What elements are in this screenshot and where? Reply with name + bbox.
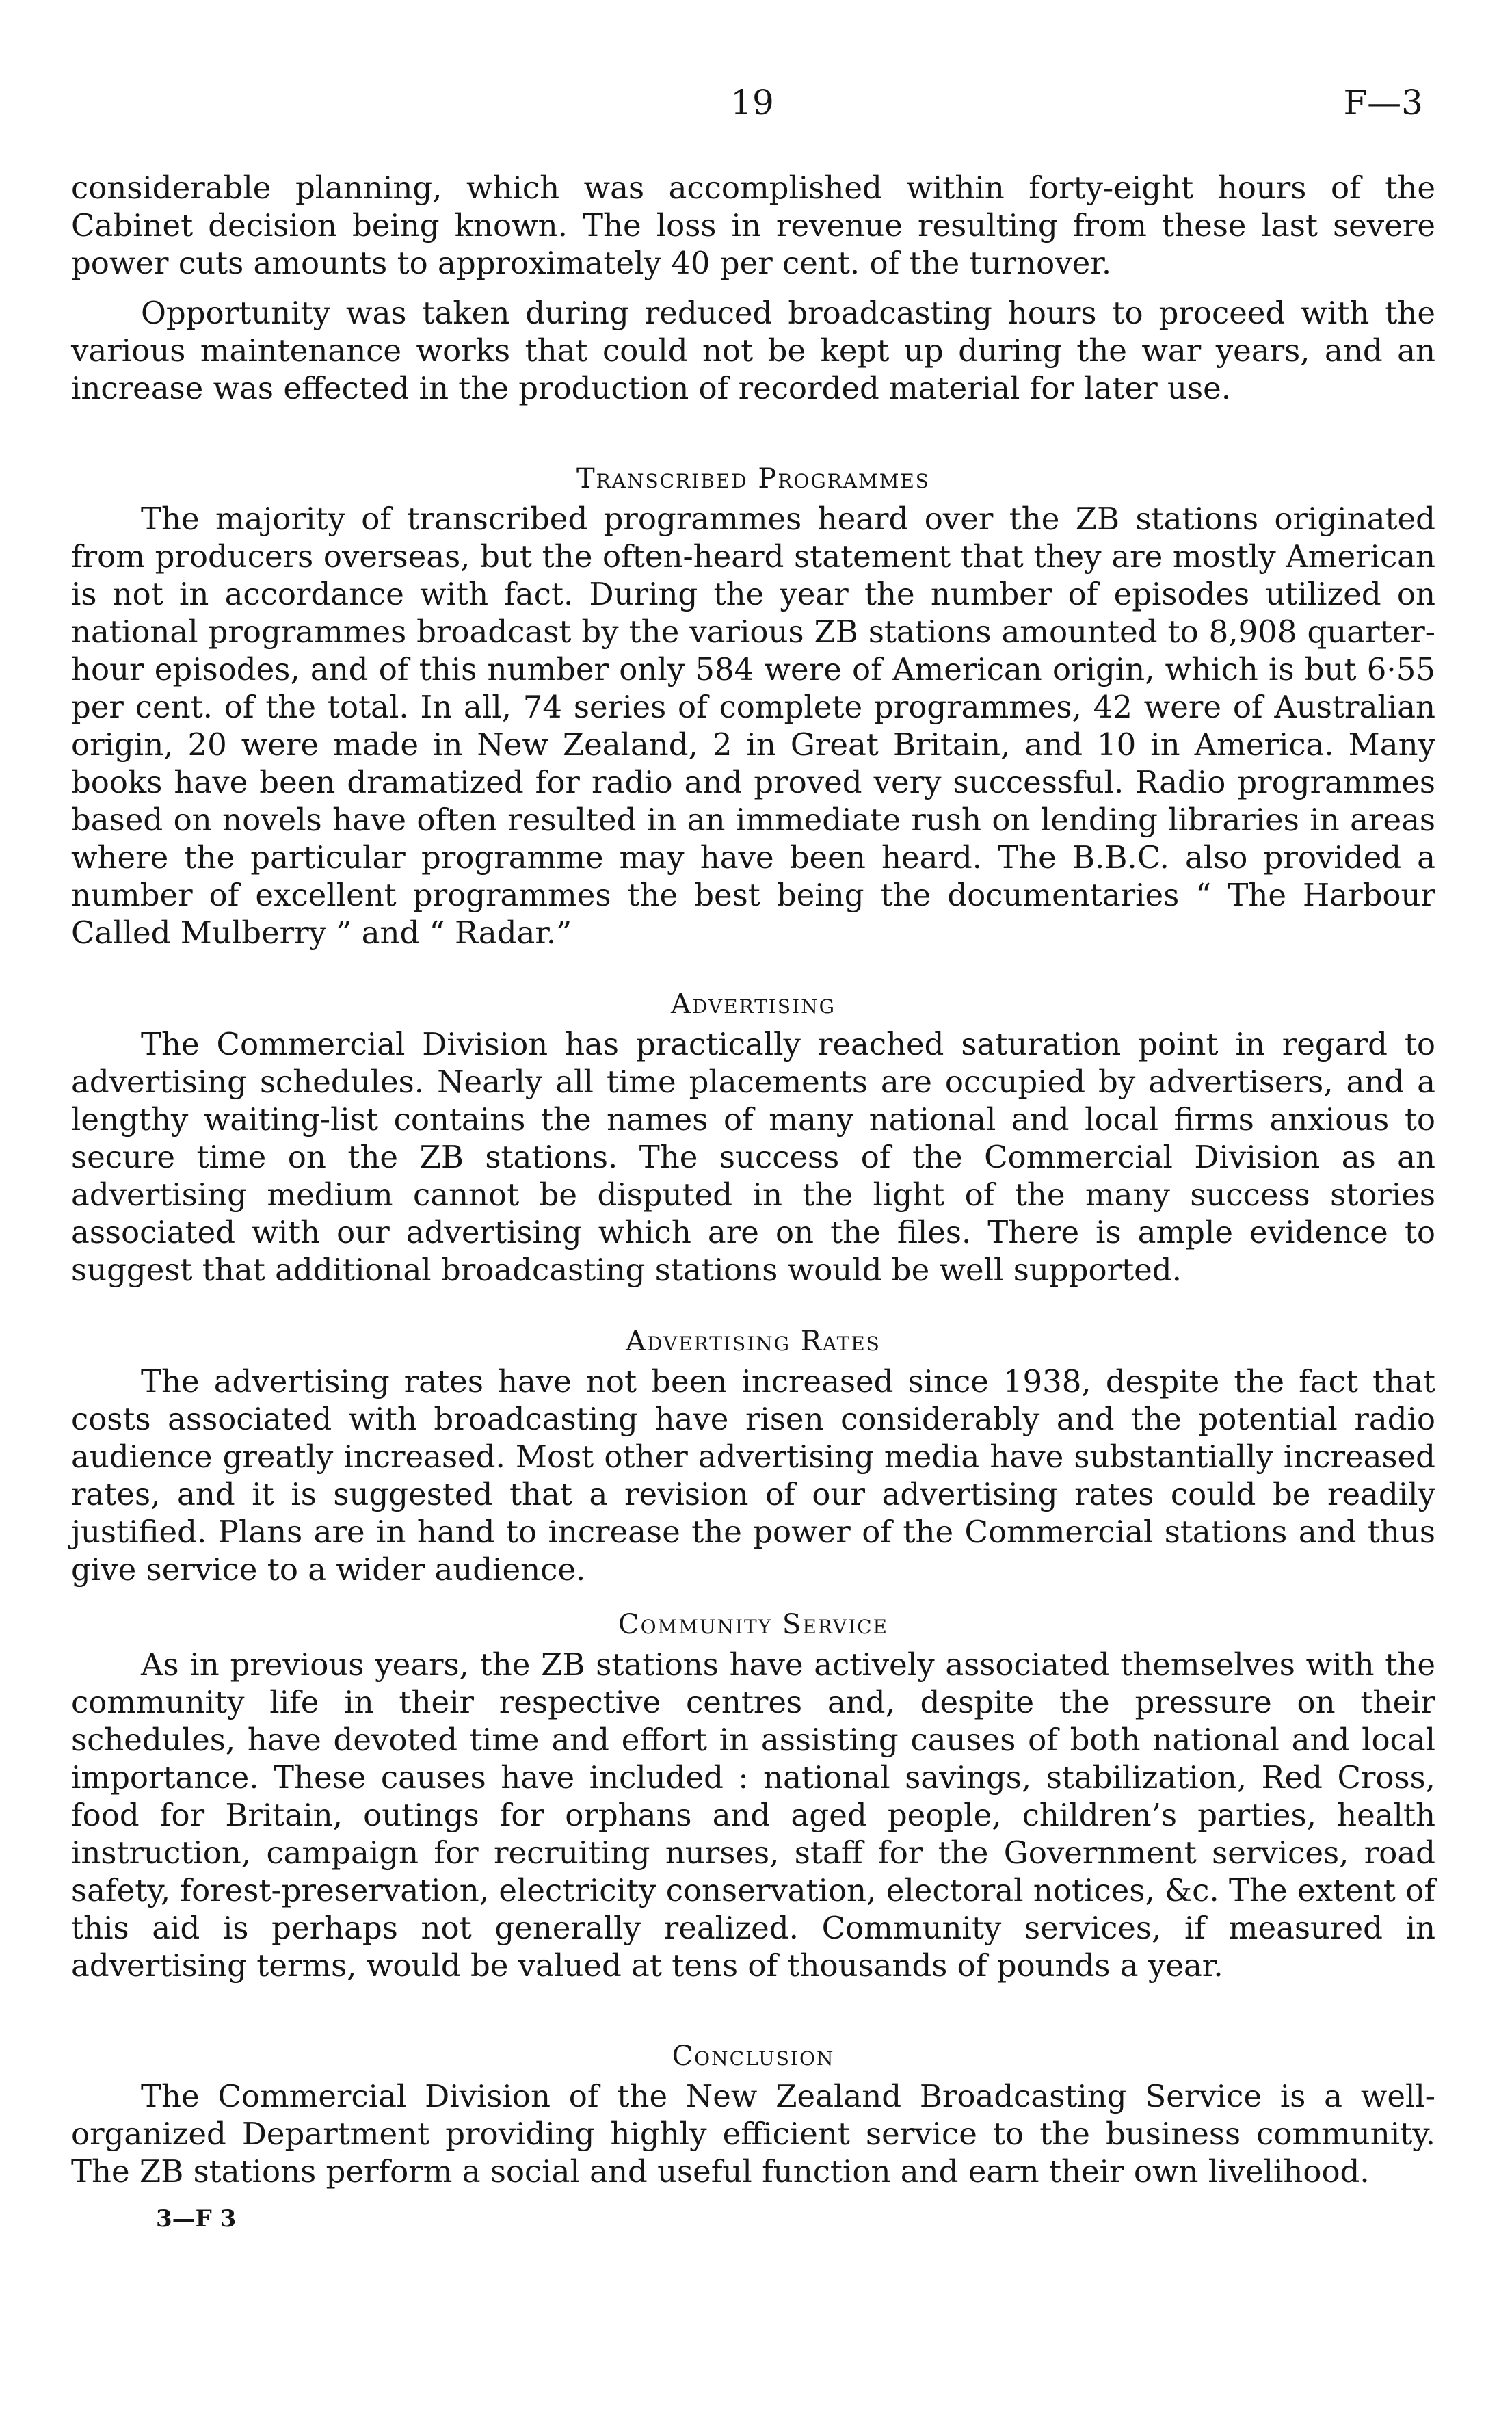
paragraph-community-service: As in previous years, the ZB stations have actively associated themselves with the community life in their respective centres and, despite the pressure on their schedules, have devoted time and effort in assisting causes of both national and local importance. These causes have included : national savings, stabilization, Red Cross, food for Britain, outings for orphans and aged people, children’s parties, health instruction, campaign for recruiting nurses, staff for the Government services, road safety, forest-preservation, electricity conservation, electoral notices, &c. The extent of this aid is perhaps not generally realized. Community services, if measured in advertising terms, would be valued at tens of thousands of pounds a year. xyxy=(71,1646,1435,1984)
paragraph-opportunity: Opportunity was taken during reduced broadcasting hours to proceed with the various maintenance works that could not be kept up during the war years, and an increase was effected in the production of recorded material for later use. xyxy=(71,295,1435,406)
heading-transcribed-programmes: Transcribed Programmes xyxy=(576,463,930,495)
heading-advertising: Advertising xyxy=(671,988,836,1020)
paragraph-conclusion: The Commercial Division of the New Zealand Broadcasting Service is a well-organized Department providing highly efficient service to the business community. The ZB stations perform a social and useful function and earn their own livelihood. xyxy=(71,2078,1435,2190)
paragraph-intro: considerable planning, which was accomplished within forty-eight hours of the Cabinet decision being known. The loss in revenue resulting from these last severe power cuts amounts to approximately 40 per cent. of the turnover. xyxy=(71,170,1435,281)
page-body xyxy=(71,169,1435,2234)
signature-reference: 3—F 3 xyxy=(156,2205,237,2233)
paragraph-advertising: The Commercial Division has practically reached saturation point in regard to advertising schedules. Nearly all time placements are occupied by advertisers, and a lengthy waiting-list contains the names of many national and local firms anxious to secure time on the ZB stations. The success of the Commercial Division as an advertising medium cannot be disputed in the light of the many success stories associated with our advertising which are on the files. There is ample evidence to suggest that additional broadcasting stations would be well supported. xyxy=(71,1026,1435,1288)
heading-community-service: Community Service xyxy=(618,1609,888,1640)
document-reference: F—3 xyxy=(1343,83,1423,122)
paragraph-advertising-rates: The advertising rates have not been increased since 1938, despite the fact that costs associated with broadcasting have risen considerably and the potential radio audience greatly increased. Most other advertising media have substantially increased rates, and it is suggested that a revision of our advertising rates could be readily justified. Plans are in hand to increase the power of the Commercial stations and thus give service to a wider audience. xyxy=(71,1363,1435,1588)
heading-conclusion: Conclusion xyxy=(672,2040,835,2072)
paragraph-transcribed-programmes: The majority of transcribed programmes heard over the ZB stations originated from producers overseas, but the often-heard statement that they are mostly American is not in accordance with fact. During the year the number of episodes utilized on national programmes broadcast by the various ZB stations amounted to 8,908 quarter-hour episodes, and of this number only 584 were of American origin, which is but 6·55 per cent. of the total. In all, 74 series of complete programmes, 42 were of Australian origin, 20 were made in New Zealand, 2 in Great Britain, and 10 in America. Many books have been dramatized for radio and proved very successful. Radio programmes based on novels have often resulted in an immediate rush on lending libraries in areas where the particular programme may have been heard. The B.B.C. also provided a number of excellent programmes the best being the documentaries “ The Harbour Called Mulberry ” and “ Radar.” xyxy=(71,501,1435,951)
heading-advertising-rates: Advertising Rates xyxy=(626,1326,881,1357)
page-number: 19 xyxy=(730,83,774,122)
